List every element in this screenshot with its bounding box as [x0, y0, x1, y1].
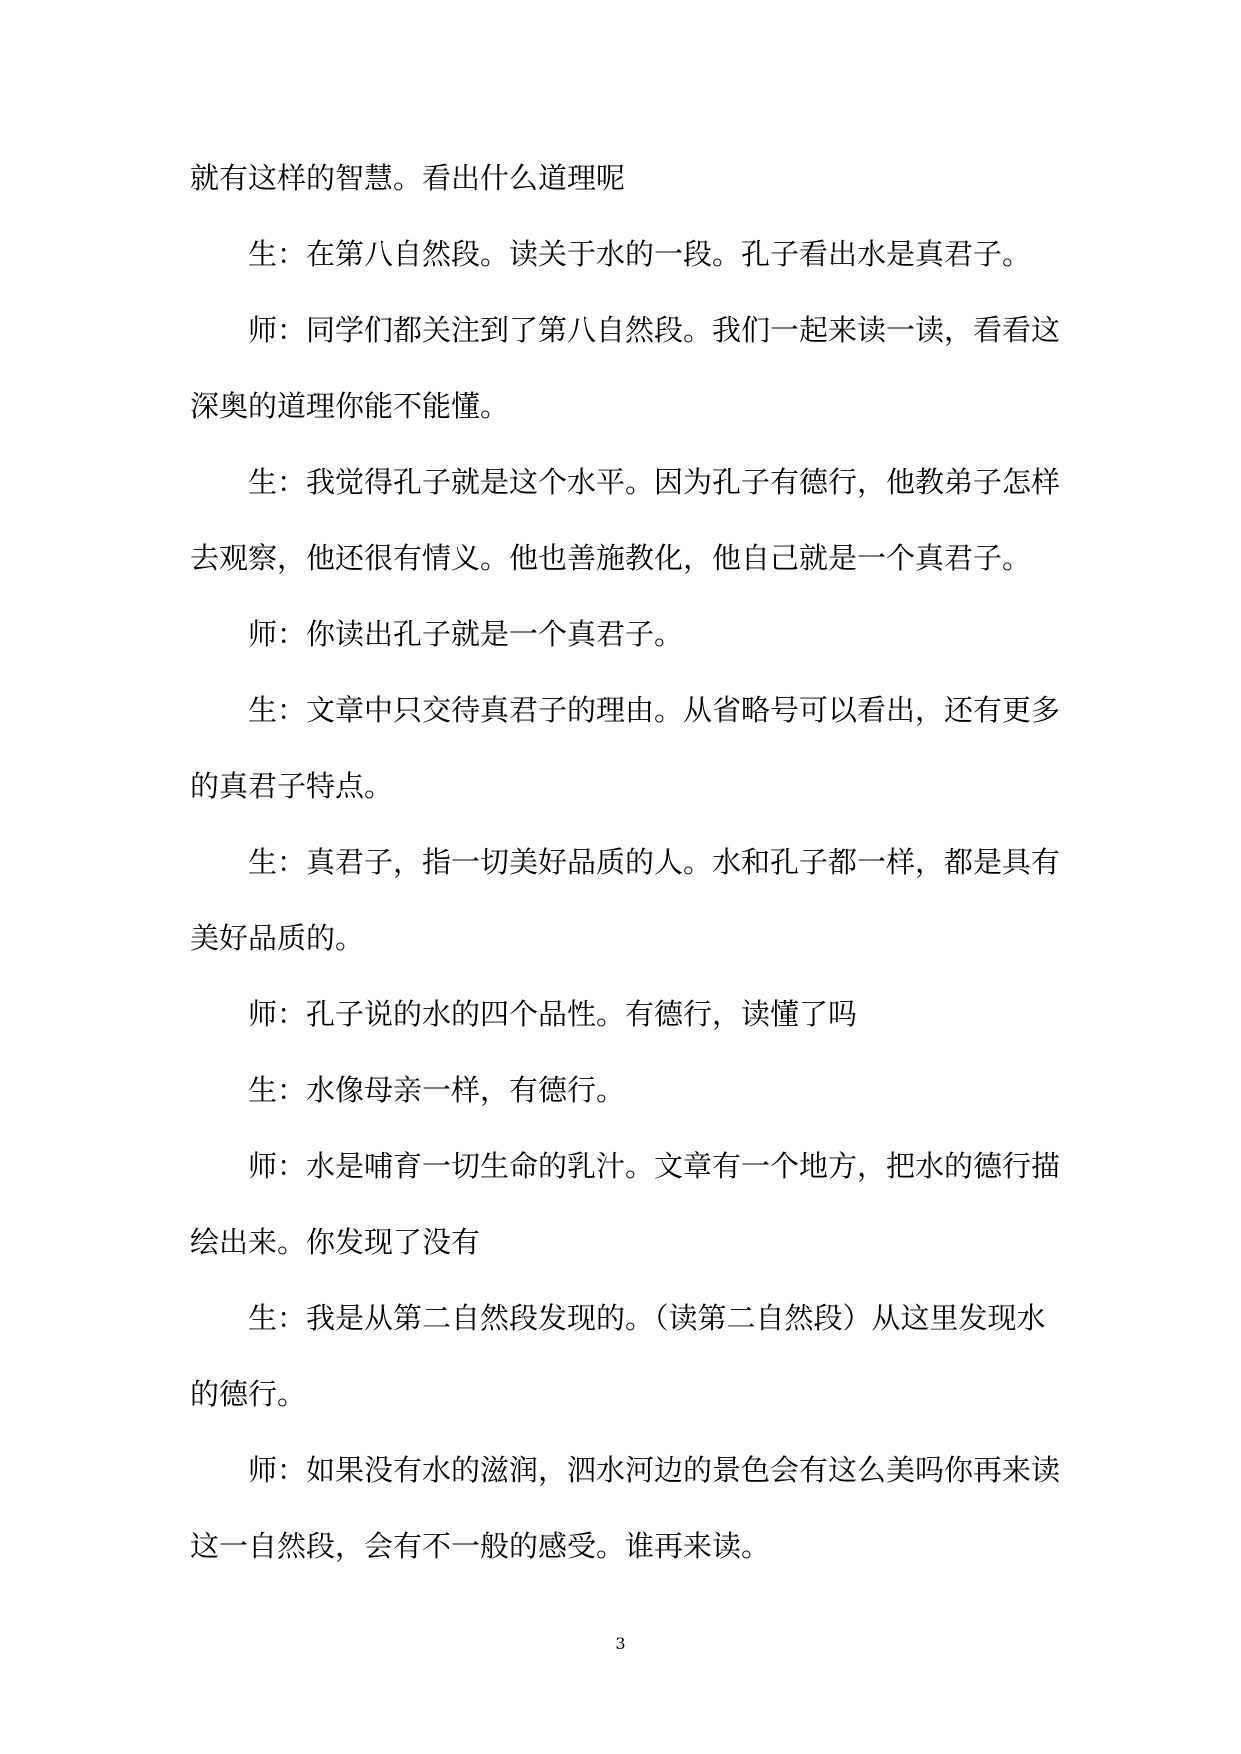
paragraph: 师：如果没有水的滋润，泗水河边的景色会有这么美吗你再来读这一自然段，会有不一般的感受。谁再来读。 — [190, 1453, 1061, 1563]
paragraph: 生：我是从第二自然段发现的。（读第二自然段）从这里发现水的德行。 — [190, 1301, 1046, 1411]
paragraph: 师：水是哺育一切生命的乳汁。文章有一个地方，把水的德行描绘出来。你发现了没有 — [190, 1149, 1061, 1259]
document-body — [190, 140, 1060, 1584]
paragraph: 生：我觉得孔子就是这个水平。因为孔子有德行，他教弟子怎样去观察，他还很有情义。他也善施教化，他自己就是一个真君子。 — [190, 465, 1061, 575]
paragraph: 师：同学们都关注到了第八自然段。我们一起来读一读，看看这深奥的道理你能不能懂。 — [190, 313, 1061, 423]
paragraph: 就有这样的智慧。看出什么道理呢 — [190, 161, 626, 195]
paragraph: 生：文章中只交待真君子的理由。从省略号可以看出，还有更多的真君子特点。 — [190, 693, 1061, 803]
paragraph: 师：你读出孔子就是一个真君子。 — [248, 617, 684, 651]
paragraph: 生：在第八自然段。读关于水的一段。孔子看出水是真君子。 — [248, 237, 1032, 271]
paragraph: 生：水像母亲一样，有德行。 — [248, 1073, 626, 1107]
paragraph: 生：真君子，指一切美好品质的人。水和孔子都一样，都是具有美好品质的。 — [190, 845, 1061, 955]
page-number: 3 — [615, 1634, 626, 1653]
paragraph: 师：孔子说的水的四个品性。有德行，读懂了吗 — [248, 997, 858, 1031]
